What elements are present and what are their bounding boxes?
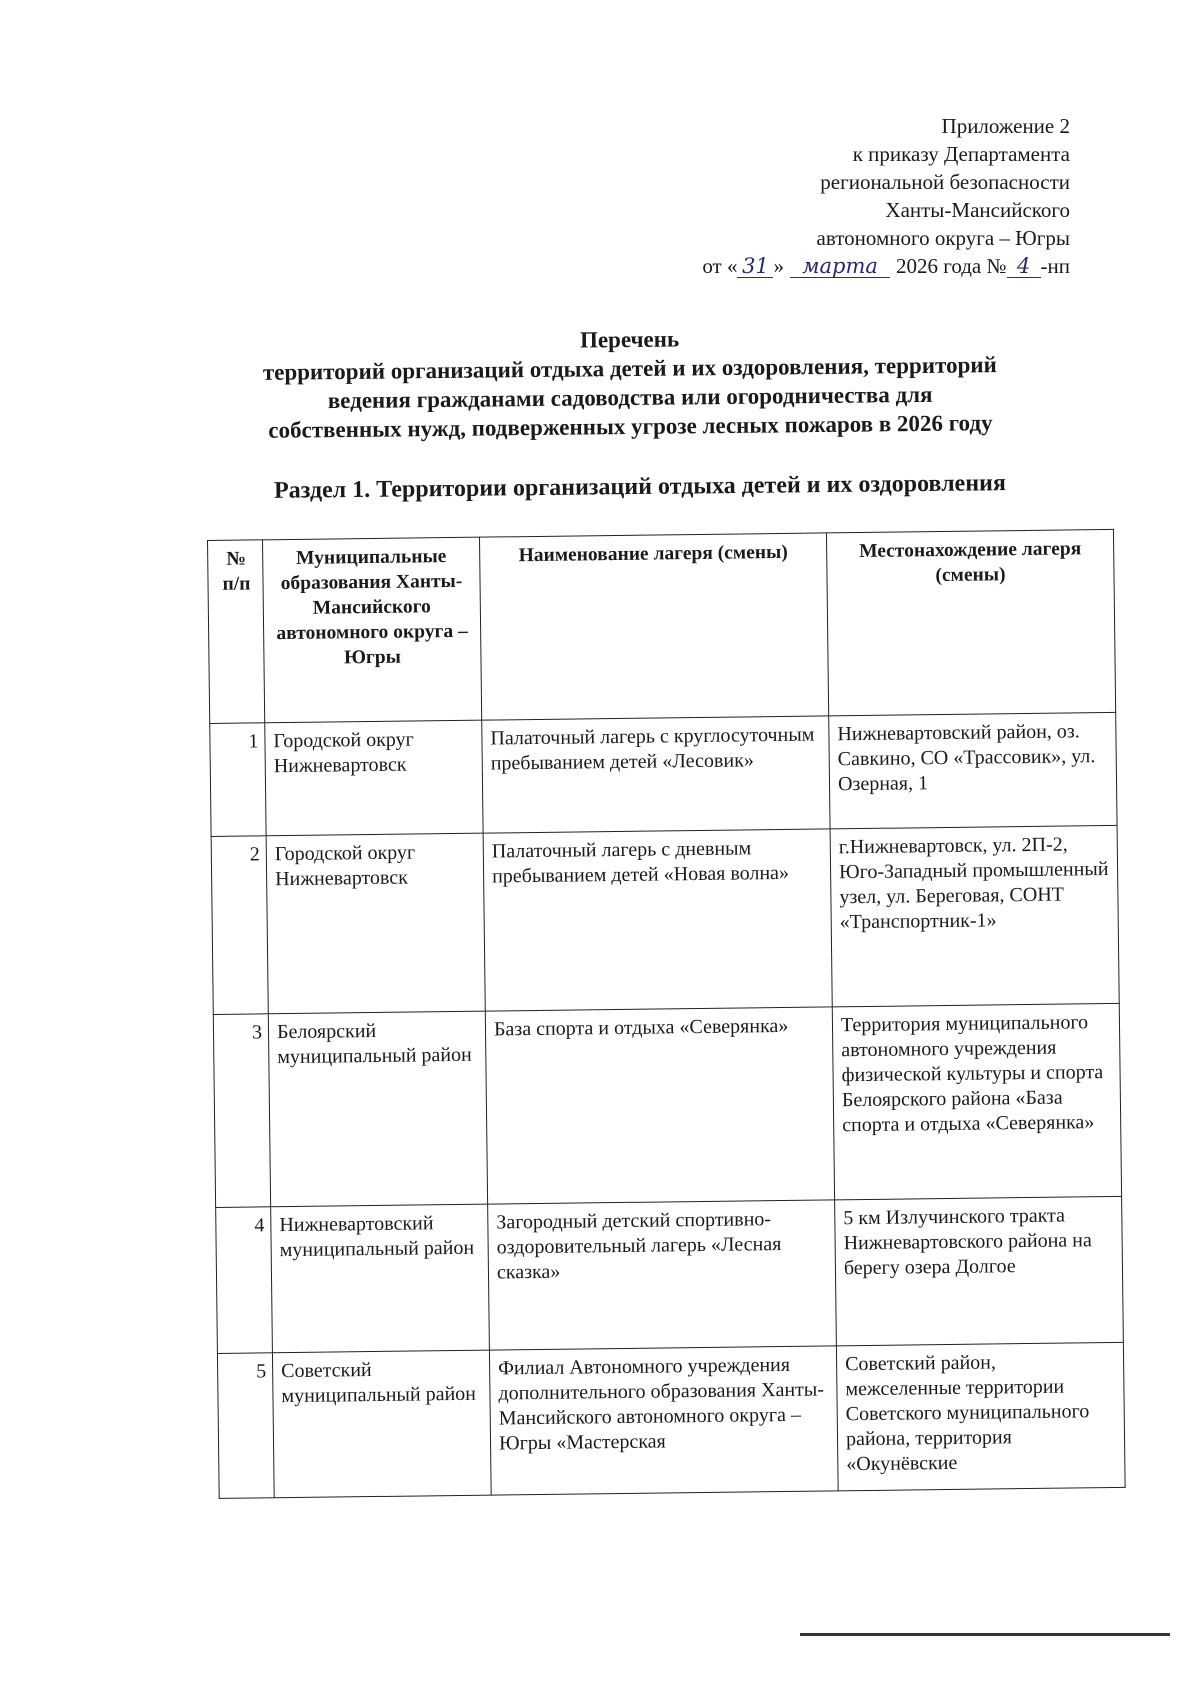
title-line: ведения гражданами садоводства или огородничества для [327,381,933,414]
title-line: Перечень [579,326,680,353]
cell-num: 2 [211,836,268,1015]
header-camp-name: Наименование лагеря (смены) [479,533,828,720]
camps-table [207,529,1126,1499]
order-suffix: -нп [1040,254,1070,278]
cell-camp-name: Палаточный лагерь с дневным пребыванием детей «Новая волна» [483,829,832,1011]
cell-num: 1 [210,723,266,837]
table-header-row [208,529,1116,723]
table-row [216,1196,1124,1353]
cell-municipality: Городской округ Нижневартовск [266,833,485,1014]
header-municipality: Муниципальные образования Ханты-Мансийского автономного округа – Югры [263,537,482,723]
table-row [217,1342,1125,1498]
footer-rule [800,1633,1170,1636]
handwritten-month: марта [790,255,890,278]
cell-camp-location: Территория муниципального автономного учреждения физической культуры и спорта Белоярского района «База спорта и отдыха «Северянка» [832,1003,1121,1199]
handwritten-day: 31 [737,255,773,278]
table-row [210,712,1117,836]
table-row [213,1003,1121,1207]
camps-table-wrapper [207,529,1119,1499]
title-line: территорий организаций отдыха детей и их оздоровления, территорий [262,352,997,385]
handwritten-order-number: 4 [1007,255,1041,278]
order-date-line [702,252,1070,280]
title-line: собственных нужд, подверженных угрозе лесных пожаров в 2026 году [268,410,993,443]
cell-camp-name: Загородный детский спортивно-оздоровительный лагерь «Лесная сказка» [488,1200,837,1350]
appendix-line: региональной безопасности [820,170,1070,194]
cell-municipality: Советский муниципальный район [272,1350,491,1498]
date-prefix: от « [702,254,738,278]
cell-camp-location: г.Нижневартовск, ул. 2П-2, Юго-Западный промышленный узел, ул. Береговая, СОНТ «Транспортник-1» [830,825,1119,1006]
header-camp-location: Местонахождение лагеря (смены) [826,529,1115,715]
appendix-line: к приказу Департамента [852,142,1070,166]
cell-municipality: Городской округ Нижневартовск [265,720,483,836]
appendix-header [702,112,1070,280]
header-num: № п/п [208,540,265,724]
cell-num: 4 [216,1207,273,1354]
date-mid: » [773,254,784,278]
appendix-line: Приложение 2 [941,114,1070,138]
cell-camp-name: База спорта и отдыха «Северянка» [485,1007,834,1204]
cell-num: 5 [217,1353,274,1499]
table-row [211,825,1119,1014]
cell-municipality: Нижневартовский муниципальный район [271,1204,490,1353]
cell-municipality: Белоярский муниципальный район [268,1011,487,1207]
appendix-line: Ханты-Мансийского [885,198,1070,222]
cell-camp-location: Советский район, межселенные территории Советского муниципального района, территория «Окунёвские [836,1342,1125,1490]
appendix-line: автономного округа – Югры [816,226,1070,250]
cell-num: 3 [213,1014,270,1208]
date-year: 2026 года № [895,254,1007,278]
cell-camp-location: 5 км Излучинского тракта Нижневартовского района на берегу озера Долгое [835,1196,1124,1345]
section-title: Раздел 1. Территории организаций отдыха детей и их оздоровления [273,470,1007,504]
cell-camp-name: Палаточный лагерь с круглосуточным пребыванием детей «Лесовик» [482,716,830,833]
cell-camp-location: Нижневартовский район, оз. Савкино, СО «Трассовик», ул. Озерная, 1 [829,712,1117,828]
document-title [179,320,1080,445]
cell-camp-name: Филиал Автономного учреждения дополнительного образования Ханты-Мансийского автономного округа – Югры «Мастерская [489,1346,838,1495]
